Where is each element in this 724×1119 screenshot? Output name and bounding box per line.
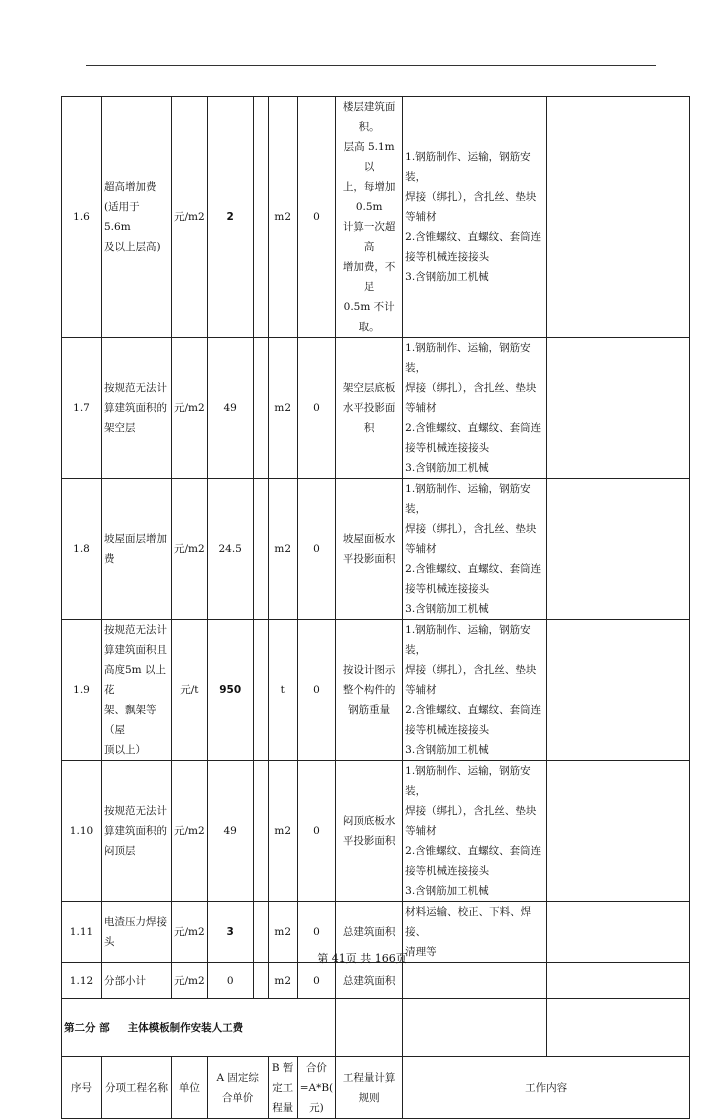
header-price — [207, 1057, 268, 1119]
item-rule-line: 积 — [363, 422, 375, 434]
item-work-line: 1.钢筋制作、运输，钢筋安装， — [405, 483, 531, 515]
item-work — [403, 761, 547, 902]
item-work — [403, 479, 547, 620]
item-rule — [336, 338, 403, 479]
table-row — [62, 620, 690, 761]
item-name-line: 电渣压力焊接 — [104, 916, 167, 928]
item-price: 49 — [207, 761, 253, 902]
item-rule-line: 总建筑面积 — [342, 974, 396, 987]
header-rule-line: 工程量计算 — [342, 1071, 396, 1084]
item-work-line: 1.钢筋制作、运输，钢筋安装， — [405, 151, 531, 183]
item-rule-line: 总建筑面积 — [342, 926, 396, 938]
item-name — [102, 479, 172, 620]
item-total: 0 — [297, 761, 335, 902]
table-row — [62, 97, 690, 338]
header-row — [62, 1057, 690, 1119]
item-quantity-unit: m2 — [268, 902, 297, 963]
item-rule-line: 积。 — [358, 121, 380, 133]
item-number: 1.9 — [62, 620, 102, 761]
item-rule — [336, 761, 403, 902]
header-name: 分项工程名称 — [102, 1057, 172, 1119]
item-quantity-unit: m2 — [268, 338, 297, 479]
item-work-line: 1.钢筋制作、运输，钢筋安装， — [405, 624, 531, 656]
item-work-line: 2.含锥螺纹、直螺纹、套筒连 — [405, 231, 542, 243]
item-total: 0 — [297, 620, 335, 761]
item-number: 1.12 — [62, 963, 102, 999]
item-work — [403, 97, 547, 338]
header-rule-line: 规则 — [358, 1091, 380, 1104]
item-price: 3 — [207, 902, 253, 963]
item-rule-line: 上，每增加0.5m — [342, 181, 396, 213]
item-unit: 元/m2 — [172, 479, 208, 620]
item-name-line: 架、飘架等（屋 — [104, 704, 157, 736]
item-rule-line: 取。 — [358, 321, 380, 333]
item-quantity-unit: t — [268, 620, 297, 761]
item-name-line: 顶以上） — [104, 744, 146, 756]
item-work-line: 2.含锥螺纹、直螺纹、套筒连 — [405, 422, 542, 434]
item-name-line: 超高增加费 — [104, 181, 157, 193]
item-rule-line: 按设计图示 — [342, 664, 396, 676]
item-number: 1.10 — [62, 761, 102, 902]
item-unit: 元/m2 — [172, 902, 208, 963]
item-name-line: 坡屋面层增加 — [104, 533, 167, 545]
item-quantity — [253, 479, 268, 620]
header-total-line: 合价 — [305, 1061, 327, 1074]
header-quantity — [268, 1057, 297, 1119]
item-name-line: 按规范无法计 — [104, 624, 167, 636]
item-name — [102, 338, 172, 479]
item-work-line: 3.含钢筋加工机械 — [405, 603, 489, 615]
item-quantity-unit: m2 — [268, 479, 297, 620]
item-quantity — [253, 761, 268, 902]
item-unit: 元/m2 — [172, 963, 208, 999]
item-quantity — [253, 97, 268, 338]
item-price: 0 — [207, 963, 253, 999]
item-rule-line: 计算一次超高 — [342, 221, 396, 253]
item-rule — [336, 97, 403, 338]
item-rule-line: 坡屋面板水 — [342, 533, 396, 545]
item-work-line: 材料运输、校正、下料、焊接、 — [405, 906, 532, 938]
header-price-line: 合单价 — [221, 1091, 254, 1104]
item-work-line: 焊接（绑扎），含扎丝、垫块 — [405, 664, 537, 676]
item-name — [102, 761, 172, 902]
item-quantity-unit: m2 — [268, 761, 297, 902]
header-quantity-line: 程量 — [272, 1101, 294, 1114]
table-row — [62, 479, 690, 620]
item-name-line: 按规范无法计 — [104, 382, 167, 394]
item-name — [102, 620, 172, 761]
item-total: 0 — [297, 963, 335, 999]
item-work-line: 2.含锥螺纹、直螺纹、套筒连 — [405, 563, 542, 575]
section-prefix: 第二分 部 — [64, 1021, 110, 1034]
item-extra — [547, 620, 690, 761]
item-name-line: 架空层 — [104, 422, 136, 434]
item-price: 49 — [207, 338, 253, 479]
table-row — [62, 963, 690, 999]
item-work-line: 等辅材 — [405, 543, 437, 555]
item-work-line: 3.含钢筋加工机械 — [405, 462, 489, 474]
item-work-line: 接等机械连接接头 — [405, 251, 490, 263]
item-number: 1.7 — [62, 338, 102, 479]
item-name-line: 闷顶层 — [104, 845, 136, 857]
item-work — [403, 963, 547, 999]
item-unit: 元/m2 — [172, 761, 208, 902]
item-rule-line: 闷顶底板水 — [342, 815, 396, 827]
item-unit: 元/m2 — [172, 97, 208, 338]
header-unit: 单位 — [172, 1057, 208, 1119]
item-work-line: 接等机械连接接头 — [405, 442, 490, 454]
item-total: 0 — [297, 338, 335, 479]
item-rule — [336, 479, 403, 620]
item-extra — [547, 97, 690, 338]
item-quantity-unit: m2 — [268, 963, 297, 999]
header-total-line: =A*B( — [299, 1081, 334, 1094]
item-name-line: 算建筑面积且 — [104, 644, 167, 656]
item-work-line: 1.钢筋制作、运输，钢筋安装， — [405, 765, 531, 797]
item-quantity-unit: m2 — [268, 97, 297, 338]
item-price: 950 — [207, 620, 253, 761]
section-name: 主体模板制作安装人工费 — [127, 1021, 244, 1034]
item-work-line: 焊接（绑扎），含扎丝、垫块 — [405, 191, 537, 203]
item-work — [403, 620, 547, 761]
table-row — [62, 761, 690, 902]
item-name-line: 按规范无法计 — [104, 805, 167, 817]
item-extra — [547, 761, 690, 902]
item-extra — [547, 963, 690, 999]
item-number: 1.11 — [62, 902, 102, 963]
item-rule-line: 平投影面积 — [342, 835, 396, 847]
item-name-line: 分部小计 — [104, 974, 146, 987]
table-row — [62, 338, 690, 479]
item-name-line: 头 — [104, 936, 115, 948]
header-rule — [86, 65, 656, 66]
item-quantity — [253, 338, 268, 479]
item-work-line: 等辅材 — [405, 825, 437, 837]
item-rule-line: 架空层底板 — [342, 382, 396, 394]
item-work-line: 等辅材 — [405, 211, 437, 223]
header-work: 工作内容 — [403, 1057, 690, 1119]
item-price: 24.5 — [207, 479, 253, 620]
item-work-line: 3.含钢筋加工机械 — [405, 271, 489, 283]
item-name — [102, 963, 172, 999]
header-price-line: A 固定综 — [216, 1071, 259, 1084]
section-rule-cell — [336, 999, 403, 1057]
item-name-line: 费 — [104, 553, 115, 565]
item-rule-line: 整个构件的 — [342, 684, 396, 696]
item-work-line: 接等机械连接接头 — [405, 865, 490, 877]
item-extra — [547, 338, 690, 479]
item-total: 0 — [297, 97, 335, 338]
item-rule-line: 水平投影面 — [342, 402, 396, 414]
item-name-line: (适用于 5.6m — [104, 201, 140, 233]
item-work-line: 焊接（绑扎），含扎丝、垫块 — [405, 382, 537, 394]
item-work-line: 等辅材 — [405, 402, 437, 414]
item-work-line: 清理等 — [405, 946, 437, 958]
item-work-line: 3.含钢筋加工机械 — [405, 885, 489, 897]
item-rule-line: 层高 5.1m 以 — [343, 141, 395, 173]
item-quantity — [253, 963, 268, 999]
item-work-line: 焊接（绑扎），含扎丝、垫块 — [405, 523, 537, 535]
section-title — [62, 999, 336, 1057]
item-work-line: 接等机械连接接头 — [405, 724, 490, 736]
section-row — [62, 999, 690, 1057]
item-rule-line: 钢筋重量 — [348, 704, 391, 716]
item-name — [102, 97, 172, 338]
item-rule-line: 平投影面积 — [342, 553, 396, 565]
item-name-line: 及以上层高) — [104, 241, 161, 253]
page-footer: 第 41页 共 166页 — [317, 952, 407, 965]
item-name-line: 高度5m 以上花 — [104, 664, 166, 696]
item-total: 0 — [297, 902, 335, 963]
item-number: 1.8 — [62, 479, 102, 620]
item-work-line: 1.钢筋制作、运输，钢筋安装， — [405, 342, 531, 374]
item-quantity — [253, 620, 268, 761]
item-rule — [336, 620, 403, 761]
item-work-line: 2.含锥螺纹、直螺纹、套筒连 — [405, 704, 542, 716]
item-rule-line: 楼层建筑面 — [342, 101, 396, 113]
header-total-line: 元) — [309, 1101, 324, 1114]
section-work-cell — [403, 999, 547, 1057]
item-name-line: 算建筑面积的 — [104, 402, 167, 414]
header-rule — [336, 1057, 403, 1119]
item-extra — [547, 479, 690, 620]
item-rule-line: 增加费，不足 — [342, 261, 396, 293]
item-work-line: 3.含钢筋加工机械 — [405, 744, 489, 756]
item-work-line: 焊接（绑扎），含扎丝、垫块 — [405, 805, 537, 817]
item-rule-line: 0.5m 不计 — [343, 301, 395, 313]
item-work-line: 接等机械连接接头 — [405, 583, 490, 595]
item-work-line: 2.含锥螺纹、直螺纹、套筒连 — [405, 845, 542, 857]
item-price: 2 — [207, 97, 253, 338]
header-total — [297, 1057, 335, 1119]
item-name-line: 算建筑面积的 — [104, 825, 167, 837]
header-quantity-line: B 暂定工 — [271, 1061, 294, 1094]
item-rule — [336, 963, 403, 999]
item-work-line: 等辅材 — [405, 684, 437, 696]
item-unit: 元/t — [172, 620, 208, 761]
item-unit: 元/m2 — [172, 338, 208, 479]
section-extra-cell — [547, 999, 690, 1057]
item-number: 1.6 — [62, 97, 102, 338]
header-number: 序号 — [62, 1057, 102, 1119]
item-work — [403, 338, 547, 479]
item-total: 0 — [297, 479, 335, 620]
